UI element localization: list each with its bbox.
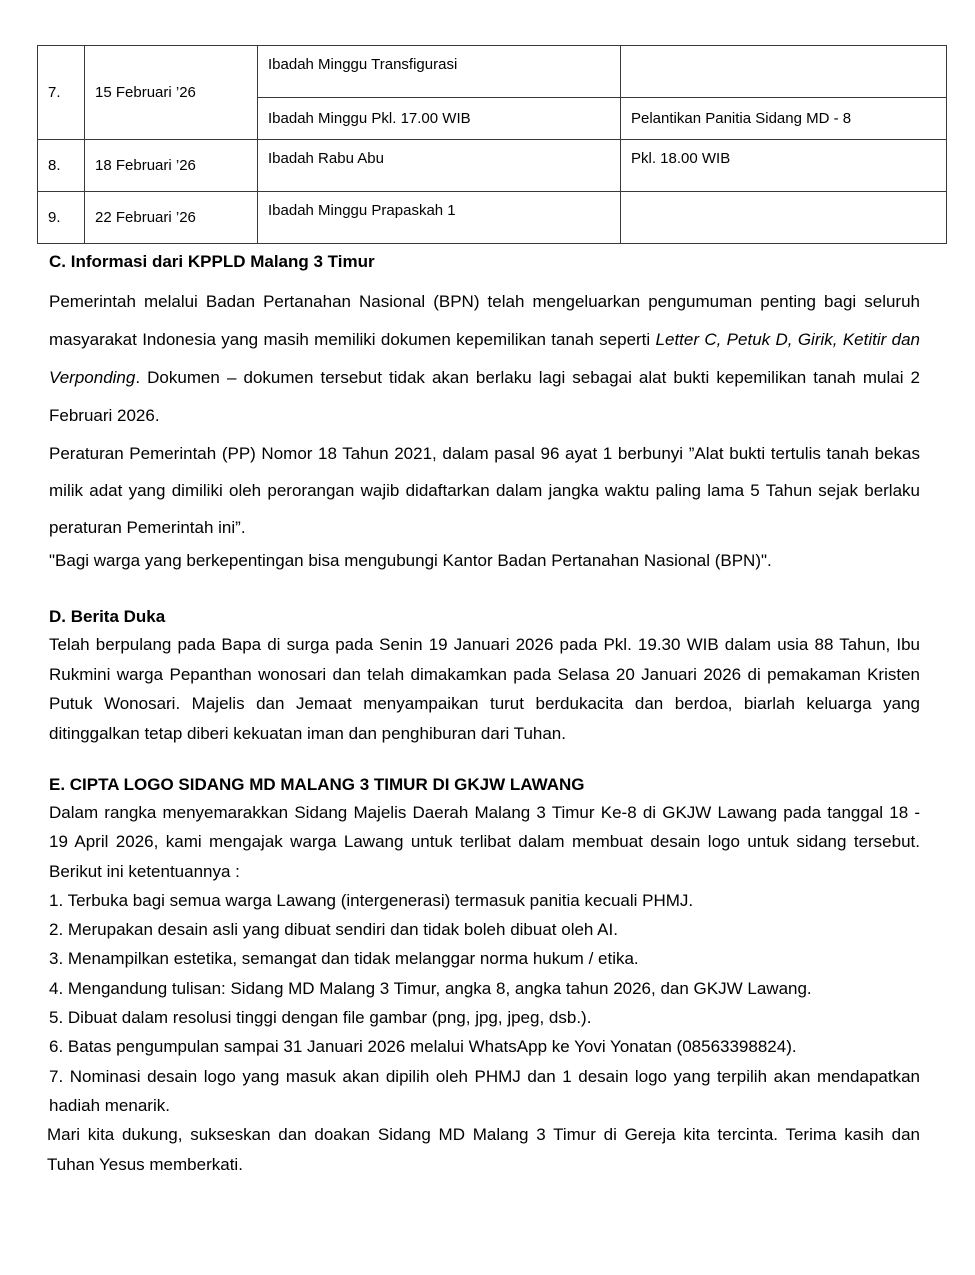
paragraph-obituary: Telah berpulang pada Bapa di surga pada Senin 19 Januari 2026 pada Pkl. 19.30 WIB dalam usia 88 Tahun, Ibu Rukmini warga Pepanthan wonosari dan telah dimakamkan pada Selasa 20 Januari 2026 di pemakaman Kristen Putuk Wonosari. Majelis dan Jemaat menyampaikan turut berdukacita dan berdoa, biarlah keluarga yang ditinggalkan tetap diberi kekuatan iman dan penghiburan dari Tuhan.: [49, 635, 920, 743]
row-number: 9.: [38, 192, 85, 244]
table-row: [38, 140, 947, 192]
section-obituary: [49, 604, 920, 748]
row-note: [621, 46, 947, 98]
row-note: Pkl. 18.00 WIB: [621, 140, 947, 192]
schedule-table: [37, 45, 947, 244]
list-item: 3. Menampilkan estetika, semangat dan tidak melanggar norma hukum / etika.: [49, 949, 639, 969]
paragraph-closing: Mari kita dukung, sukseskan dan doakan Sidang MD Malang 3 Timur di Gereja kita tercinta. Terima kasih dan Tuhan Yesus memberkati.: [47, 1125, 920, 1174]
section-kppld-info: [49, 250, 920, 576]
row-date: 22 Februari ’26: [85, 192, 258, 244]
row-note: [621, 192, 947, 244]
row-event: Ibadah Minggu Transfigurasi: [258, 46, 621, 98]
paragraph-bpn-announcement: [49, 283, 920, 435]
table-row: [38, 46, 947, 98]
paragraph-contact-note: "Bagi warga yang berkepentingan bisa mengubungi Kantor Badan Pertanahan Nasional (BPN)".: [49, 551, 772, 570]
section-heading: C. Informasi dari KPPLD Malang 3 Timur: [49, 252, 375, 271]
paragraph-intro: Dalam rangka menyemarakkan Sidang Majelis Daerah Malang 3 Timur Ke-8 di GKJW Lawang pada tanggal 18 - 19 April 2026, kami mengajak warga Lawang untuk terlibat dalam membuat desain logo untuk sidang tersebut. Berikut ini ketentuannya :: [49, 803, 920, 881]
list-item: 5. Dibuat dalam resolusi tinggi dengan file gambar (png, jpg, jpeg, dsb.).: [49, 1008, 592, 1028]
list-item: 7. Nominasi desain logo yang masuk akan dipilih oleh PHMJ dan 1 desain logo yang terpilih akan mendapatkan hadiah menarik.: [49, 1066, 920, 1115]
row-number: 7.: [38, 46, 85, 140]
list-item: 1. Terbuka bagi semua warga Lawang (intergenerasi) termasuk panitia kecuali PHMJ.: [49, 890, 694, 910]
row-date: 18 Februari ’26: [85, 140, 258, 192]
paragraph-regulation: Peraturan Pemerintah (PP) Nomor 18 Tahun 2021, dalam pasal 96 ayat 1 berbunyi ”Alat bukti tertulis tanah bekas milik adat yang dimiliki oleh perorangan wajib didaftarkan dalam jangka waktu paling lama 5 Tahun sejak berlaku peraturan Pemerintah ini”.: [49, 444, 920, 537]
row-event: Ibadah Minggu Prapaskah 1: [258, 192, 621, 244]
row-event: Ibadah Minggu Pkl. 17.00 WIB: [258, 98, 621, 140]
list-item: 6. Batas pengumpulan sampai 31 Januari 2026 melalui WhatsApp ke Yovi Yonatan (08563398824).: [49, 1037, 797, 1057]
row-date: 15 Februari ’26: [85, 46, 258, 140]
row-event: Ibadah Rabu Abu: [258, 140, 621, 192]
section-heading: D. Berita Duka: [49, 607, 166, 626]
paragraph-text: Pemerintah melalui Badan Pertanahan Nasional (BPN) telah mengeluarkan pengumuman penting bagi seluruh masyarakat Indonesia yang masih memiliki dokumen kepemilikan tanah seperti: [49, 292, 920, 349]
section-logo-contest: [49, 771, 920, 1179]
row-number: 8.: [38, 140, 85, 192]
paragraph-text: . Dokumen – dokumen tersebut tidak akan berlaku lagi sebagai alat bukti kepemilikan tanah mulai 2 Februari 2026.: [49, 368, 920, 425]
list-item: 2. Merupakan desain asli yang dibuat sendiri dan tidak boleh dibuat oleh AI.: [49, 920, 618, 940]
table-row: [38, 192, 947, 244]
rules-list: [49, 886, 920, 1120]
document-types-italic: Letter C, Petuk D, Girik, Ketitir dan Verponding: [49, 330, 920, 387]
row-note: Pelantikan Panitia Sidang MD - 8: [621, 98, 947, 140]
section-heading: E. CIPTA LOGO SIDANG MD MALANG 3 TIMUR DI GKJW LAWANG: [49, 775, 585, 794]
list-item: 4. Mengandung tulisan: Sidang MD Malang 3 Timur, angka 8, angka tahun 2026, dan GKJW Lawang.: [49, 978, 812, 998]
